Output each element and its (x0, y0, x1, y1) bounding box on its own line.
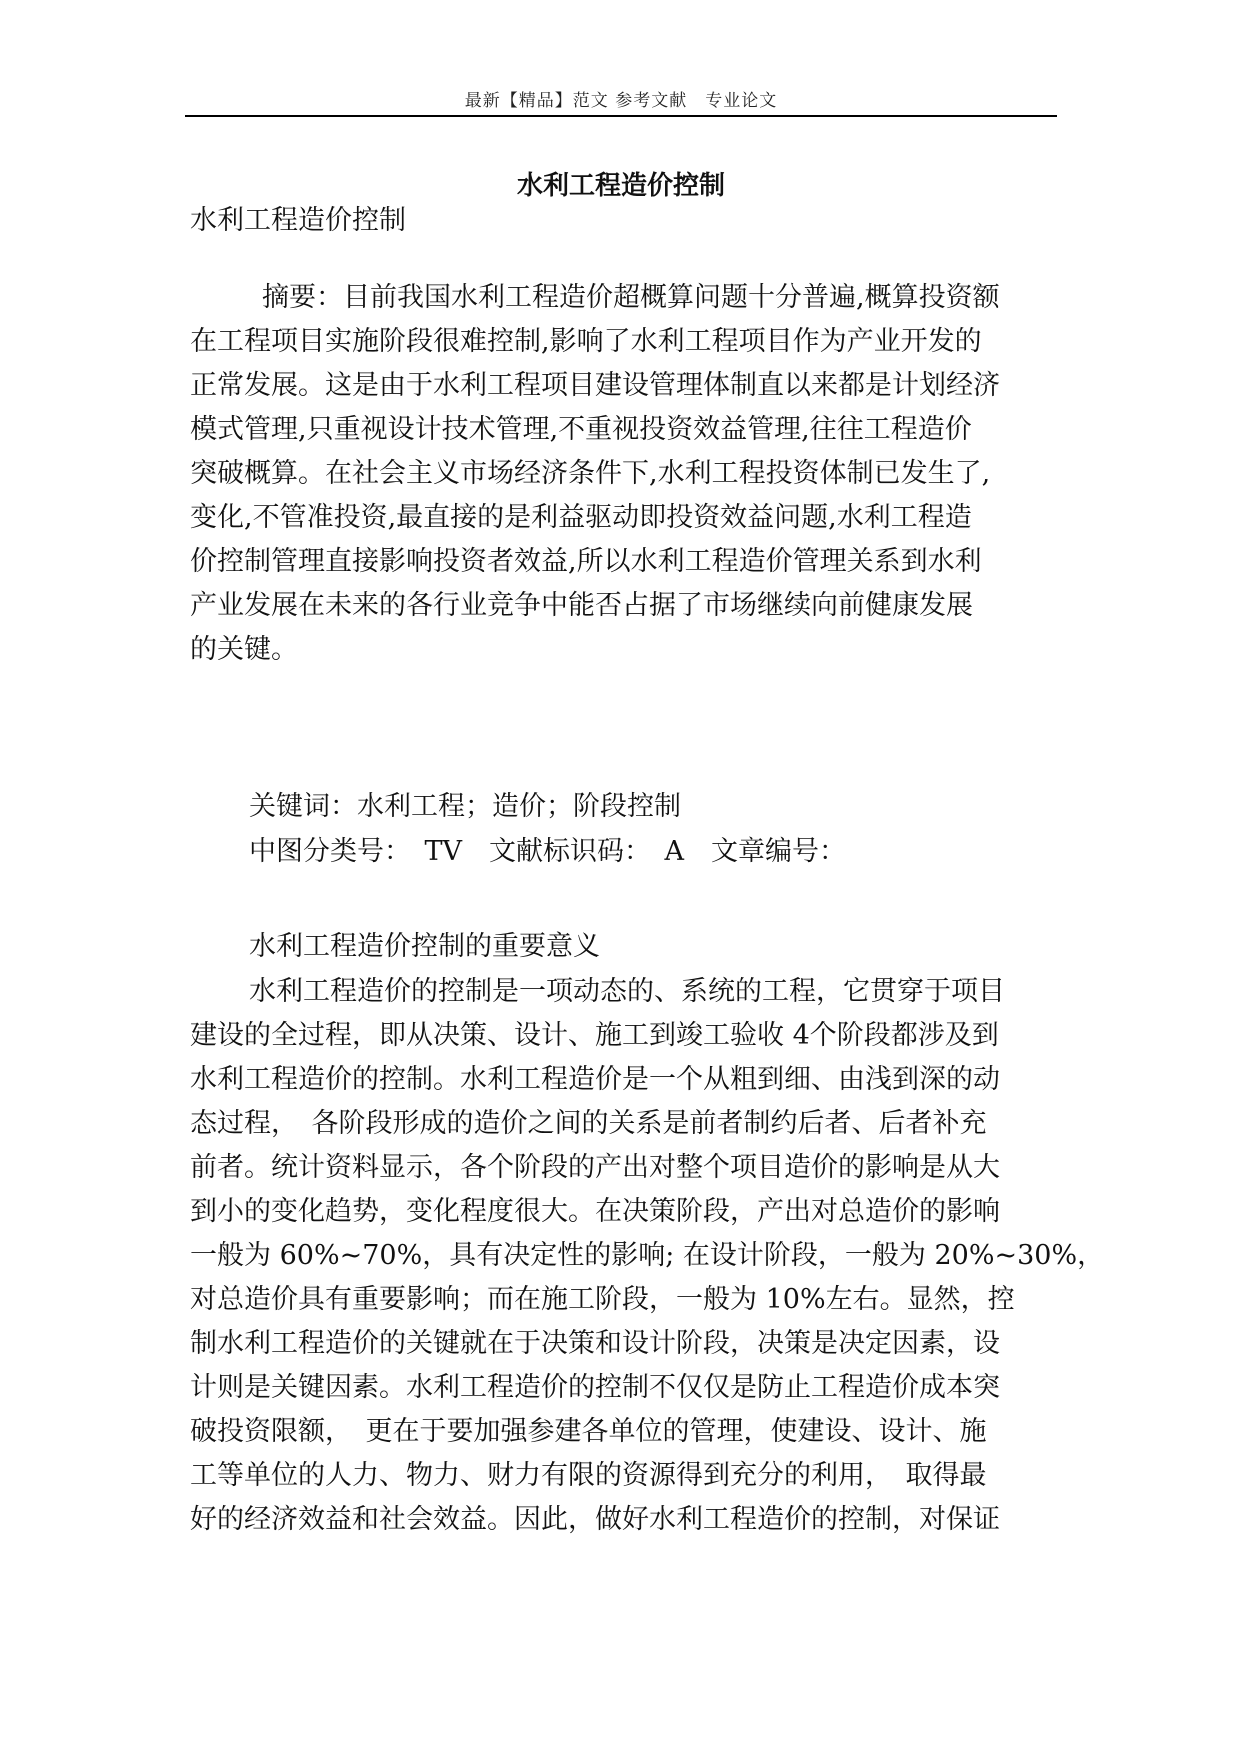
body-line: 前者。统计资料显示，各个阶段的产出对整个项目造价的影响是从大 (190, 1152, 1000, 1183)
abstract-line: 模式管理,只重视设计技术管理,不重视投资效益管理,往往工程造价 (190, 414, 972, 445)
body-line: 计则是关键因素。水利工程造价的控制不仅仅是防止工程造价成本突 (190, 1372, 1000, 1403)
page-header: 最新【精品】范文 参考文献 专业论文 (464, 91, 778, 111)
abstract-line: 变化,不管准投资,最直接的是利益驱动即投资效益问题,水利工程造 (190, 502, 972, 533)
document-subtitle: 水利工程造价控制 (190, 205, 406, 236)
body-line: 到小的变化趋势，变化程度很大。在决策阶段，产出对总造价的影响 (190, 1196, 1000, 1227)
abstract-line: 的关键。 (190, 634, 298, 665)
body-line: 建设的全过程，即从决策、设计、施工到竣工验收 4个阶段都涉及到 (190, 1020, 999, 1051)
body-line: 态过程， 各阶段形成的造价之间的关系是前者制约后者、后者补充 (190, 1108, 987, 1139)
keywords: 关键词：水利工程；造价；阶段控制 (249, 791, 681, 822)
abstract-line: 摘要：目前我国水利工程造价超概算问题十分普遍,概算投资额 (262, 282, 1000, 313)
section-heading: 水利工程造价控制的重要意义 (249, 931, 600, 962)
abstract-line: 突破概算。在社会主义市场经济条件下,水利工程投资体制已发生了, (190, 458, 991, 489)
body-line: 破投资限额， 更在于要加强参建各单位的管理，使建设、设计、施 (190, 1416, 987, 1447)
classification-info: 中图分类号： TV 文献标识码： A 文章编号： (249, 836, 847, 867)
abstract-line: 在工程项目实施阶段很难控制,影响了水利工程项目作为产业开发的 (190, 326, 982, 357)
header-divider (185, 115, 1057, 117)
body-line: 制水利工程造价的关键就在于决策和设计阶段，决策是决定因素，设 (190, 1328, 1000, 1359)
body-line: 对总造价具有重要影响；而在施工阶段，一般为 10%左右。显然，控 (190, 1284, 1015, 1315)
abstract-line: 产业发展在未来的各行业竞争中能否占据了市场继续向前健康发展 (190, 590, 973, 621)
body-line: 水利工程造价的控制。水利工程造价是一个从粗到细、由浅到深的动 (190, 1064, 1000, 1095)
abstract-line: 价控制管理直接影响投资者效益,所以水利工程造价管理关系到水利 (190, 546, 982, 577)
abstract-line: 正常发展。这是由于水利工程项目建设管理体制直以来都是计划经济 (190, 370, 1000, 401)
body-line: 一般为 60%~70%，具有决定性的影响; 在设计阶段，一般为 20%~30%， (190, 1240, 1105, 1271)
document-title: 水利工程造价控制 (516, 171, 725, 201)
body-line: 好的经济效益和社会效益。因此，做好水利工程造价的控制，对保证 (190, 1504, 1000, 1535)
body-line: 水利工程造价的控制是一项动态的、系统的工程，它贯穿于项目 (249, 976, 1005, 1007)
body-line: 工等单位的人力、物力、财力有限的资源得到充分的利用， 取得最 (190, 1460, 987, 1491)
